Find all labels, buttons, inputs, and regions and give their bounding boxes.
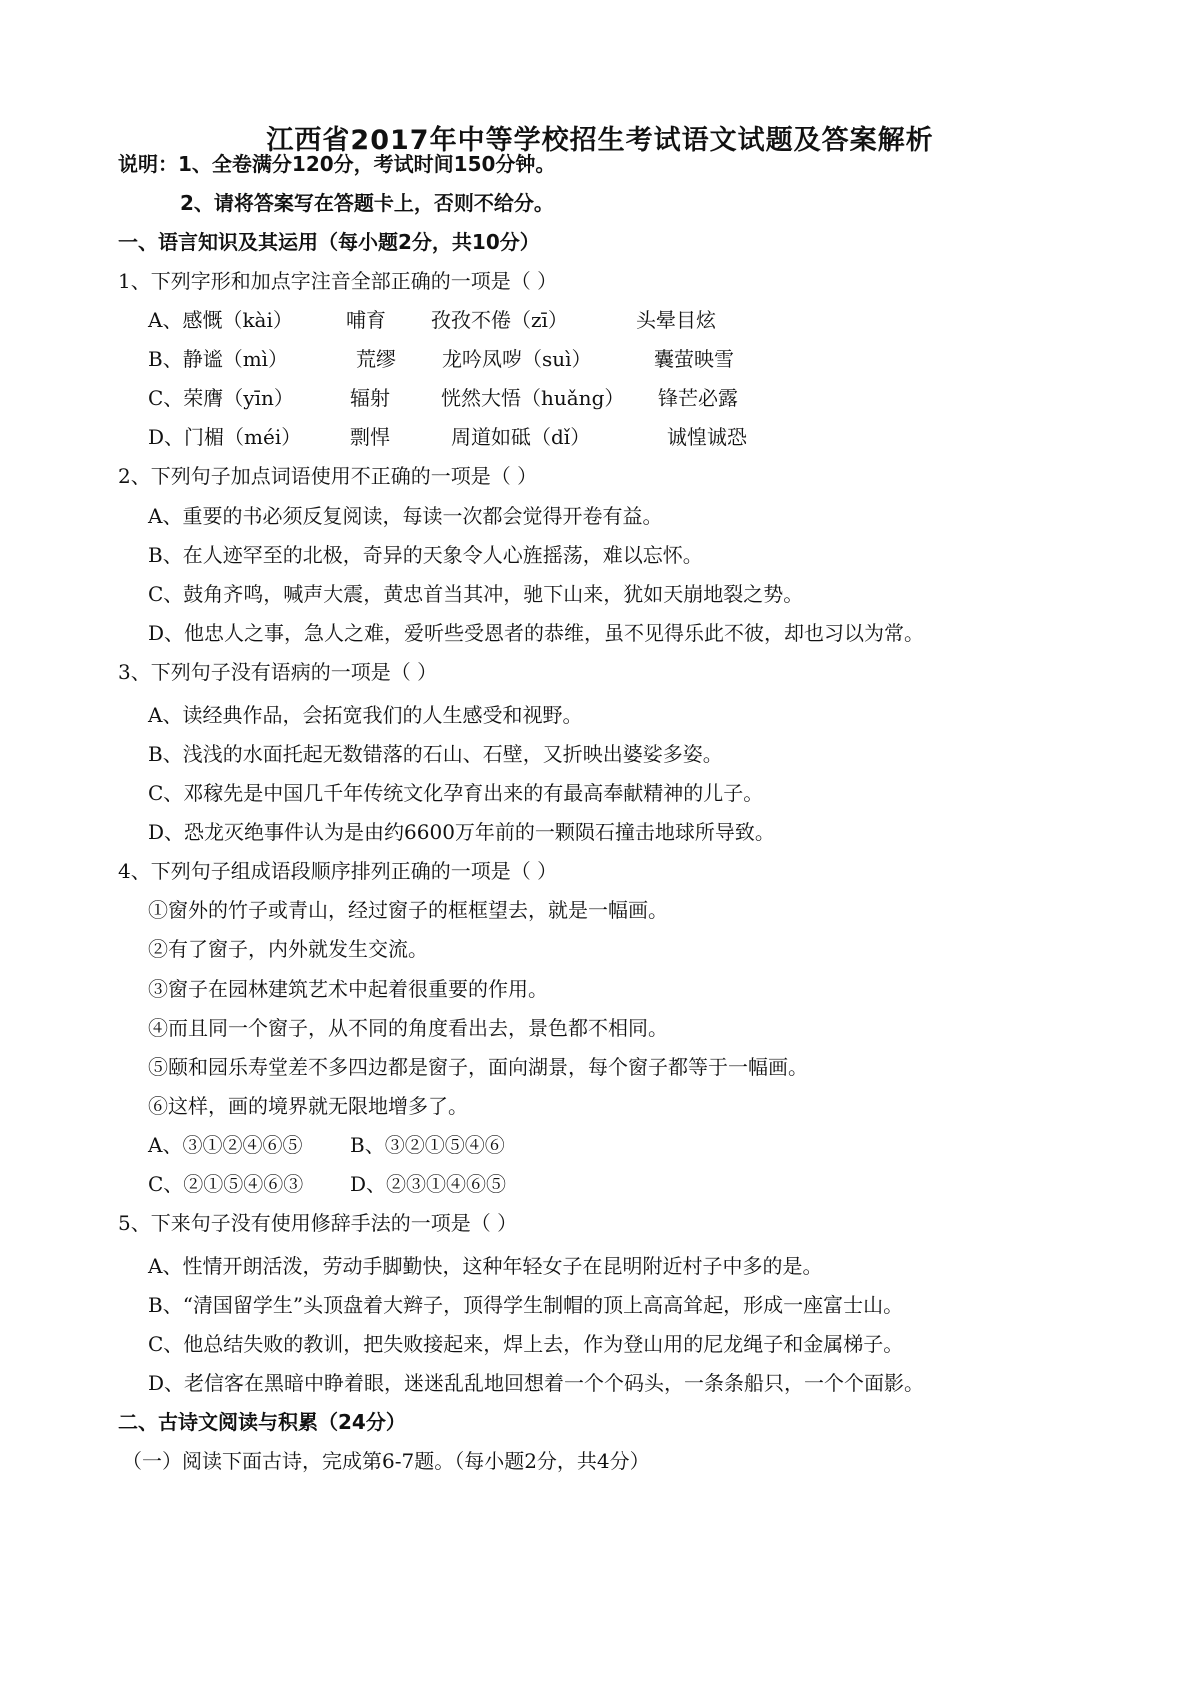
question-3-option-c: C、邓稼先是中国几千年传统文化孕育出来的有最高奉献精神的儿子。 (148, 781, 764, 805)
question-4-sentence-4: ④而且同一个窗子，从不同的角度看出去，景色都不相同。 (148, 1016, 668, 1040)
option-word-1: B、静谧（mì） (148, 347, 289, 371)
question-2-option-c: C、鼓角齐鸣，喊声大震，黄忠首当其冲，驰下山来，犹如天崩地裂之势。 (148, 582, 804, 606)
option-word-1: A、感慨（kài） (148, 308, 293, 332)
option-word-2: 哺育 (346, 308, 386, 332)
question-5-option-b: B、“清国留学生”头顶盘着大辫子，顶得学生制帽的顶上高高耸起，形成一座富士山。 (148, 1293, 904, 1317)
choice-c: C、②①⑤④⑥③ (148, 1172, 304, 1196)
option-word-2: 剽悍 (350, 425, 390, 449)
option-word-3: 恍然大悟（huǎng） (441, 386, 625, 410)
choice-b: B、③②①⑤④⑥ (350, 1133, 505, 1157)
option-word-1: D、门楣（méi） (148, 425, 302, 449)
question-4-sentence-2: ②有了窗子，内外就发生交流。 (148, 937, 428, 961)
instruction-line-1: 说明：1、全卷满分120分，考试时间150分钟。 (118, 152, 556, 176)
question-3-option-d: D、恐龙灭绝事件认为是由约6600万年前的一颗陨石撞击地球所导致。 (148, 820, 775, 844)
section-2-heading: 二、古诗文阅读与积累（24分） (118, 1410, 406, 1434)
question-5-option-a: A、性情开朗活泼，劳动手脚勤快，这种年轻女子在昆明附近村子中多的是。 (148, 1254, 823, 1278)
question-4-sentence-1: ①窗外的竹子或青山，经过窗子的框框望去，就是一幅画。 (148, 898, 668, 922)
option-word-4: 锋芒必露 (658, 386, 738, 410)
question-3-option-a: A、读经典作品，会拓宽我们的人生感受和视野。 (148, 703, 583, 727)
page-title: 江西省2017年中等学校招生考试语文试题及答案解析 (266, 125, 934, 156)
option-word-4: 诚惶诚恐 (667, 425, 747, 449)
question-3-stem: 3、下列句子没有语病的一项是（ ） (118, 660, 438, 684)
question-4-sentence-6: ⑥这样，画的境界就无限地增多了。 (148, 1094, 468, 1118)
question-4-stem: 4、下列句子组成语段顺序排列正确的一项是（ ） (118, 859, 558, 883)
option-word-1: C、荣膺（yīn） (148, 386, 294, 410)
option-word-3: 孜孜不倦（zī） (431, 308, 568, 332)
question-5-option-c: C、他总结失败的教训，把失败接起来，焊上去，作为登山用的尼龙绳子和金属梯子。 (148, 1332, 904, 1356)
choice-d: D、②③①④⑥⑤ (350, 1172, 507, 1196)
option-word-3: 龙吟凤哕（suì） (442, 347, 592, 371)
option-word-2: 辐射 (350, 386, 390, 410)
question-2-option-d: D、他忠人之事，急人之难，爱听些受恩者的恭维，虽不见得乐此不彼，却也习以为常。 (148, 621, 925, 645)
question-2-option-a: A、重要的书必须反复阅读，每读一次都会觉得开卷有益。 (148, 504, 663, 528)
option-word-4: 囊萤映雪 (654, 347, 734, 371)
question-1-stem: 1、下列字形和加点字注音全部正确的一项是（ ） (118, 269, 558, 293)
section-2-subheading: （一）阅读下面古诗，完成第6-7题。（每小题2分，共4分） (122, 1449, 650, 1473)
choice-a: A、③①②④⑥⑤ (148, 1133, 303, 1157)
question-5-stem: 5、下来句子没有使用修辞手法的一项是（ ） (118, 1211, 518, 1235)
question-5-option-d: D、老信客在黑暗中睁着眼，迷迷乱乱地回想着一个个码头，一条条船只，一个个面影。 (148, 1371, 925, 1395)
question-2-stem: 2、下列句子加点词语使用不正确的一项是（ ） (118, 464, 538, 488)
question-3-option-b: B、浅浅的水面托起无数错落的石山、石壁，又折映出婆娑多姿。 (148, 742, 723, 766)
question-4-sentence-5: ⑤颐和园乐寿堂差不多四边都是窗子，面向湖景，每个窗子都等于一幅画。 (148, 1055, 808, 1079)
instruction-line-2: 2、请将答案写在答题卡上，否则不给分。 (180, 191, 554, 215)
question-2-option-b: B、在人迹罕至的北极，奇异的天象令人心旌摇荡，难以忘怀。 (148, 543, 703, 567)
question-4-sentence-3: ③窗子在园林建筑艺术中起着很重要的作用。 (148, 977, 548, 1001)
option-word-2: 荒缪 (356, 347, 396, 371)
option-word-3: 周道如砥（dǐ） (451, 425, 591, 449)
option-word-4: 头晕目炫 (636, 308, 716, 332)
section-1-heading: 一、语言知识及其运用（每小题2分，共10分） (118, 230, 540, 254)
